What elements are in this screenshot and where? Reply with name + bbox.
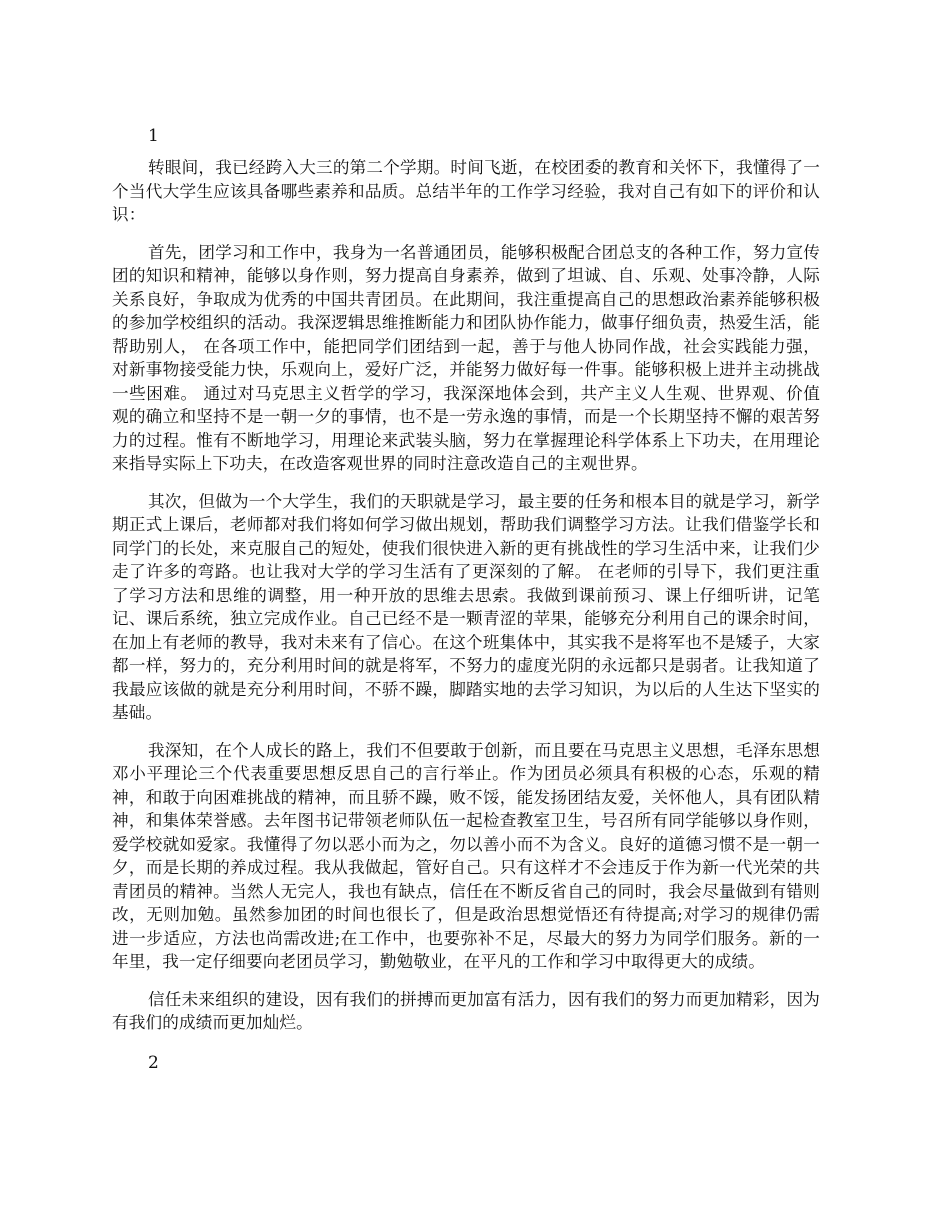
spacer [112, 476, 820, 490]
page-number-top: 1 [148, 126, 159, 146]
paragraph-third: 我深知，在个人成长的路上，我们不但要敢于创新，而且要在马克思主义思想，毛泽东思想邓小平理论三个代表重要思想反思自己的言行举止。作为团员必须具有积极的心态，乐观的精神，和敢于向困难挑战的精神，而且骄不躁，败不馁，能发扬团结友爱，关怀他人，具有团队精神，和集体荣誉感。去年图书记带领老师队伍一起检查教室卫生，号召所有同学能够以身作则，爱学校就如爱家。我懂得了勿以恶小而为之，勿以善小而不为含义。良好的道德习惯不是一朝一夕，而是长期的养成过程。我从我做起，管好自己。只有这样才不会违反于作为新一代光荣的共青团员的精神。当然人无完人，我也有缺点，信任在不断反省自己的同时，我会尽量做到有错则改，无则加勉。虽然参加团的时间也很长了，但是政治思想觉悟还有待提高;对学习的规律仍需进一步适应，方法也尚需改进;在工作中，也要弥补不足，尽最大的努力为同学们服务。新的一年里，我一定仔细要向老团员学习，勤勉敬业，在平凡的工作和学习中取得更大的成绩。 [112, 740, 820, 971]
document-body [112, 122, 820, 1077]
spacer [112, 1035, 820, 1049]
spacer [112, 974, 820, 988]
page-number-bottom: 2 [148, 1052, 159, 1073]
paragraph-second: 其次，但做为一个大学生，我们的天职就是学习，最主要的任务和根本目的就是学习，新学期正式上课后，老师都对我们将如何学习做出规划，帮助我们调整学习方法。让我们借鉴学长和同学门的长处，来克服自己的短处，使我们很快进入新的更有挑战性的学习生活中来，让我们少走了许多的弯路。也让我对大学的学习生活有了更深刻的了解。 在老师的引导下，我们更注重了学习方法和思维的调整，用一种开放的思维去思索。我做到课前预习、课上仔细听讲，记笔记、课后系统，独立完成作业。自己已经不是一颗青涩的苹果，能够充分利用自己的课余时间，在加上有老师的教导，我对未来有了信心。在这个班集体中，其实我不是将军也不是矮子，大家都一样，努力的，充分利用时间的就是将军，不努力的虚度光阴的永远都只是弱者。让我知道了我最应该做的就是充分利用时间，不骄不躁，脚踏实地的去学习知识，为以后的人生达下坚实的基础。 [112, 491, 820, 722]
paragraph-closing: 信任未来组织的建设，因有我们的拼搏而更加富有活力，因有我们的努力而更加精彩，因为有我们的成绩而更加灿烂。 [112, 989, 820, 1032]
paragraph-intro: 转眼间，我已经跨入大三的第二个学期。时间飞逝，在校团委的教育和关怀下，我懂得了一个当代大学生应该具备哪些素养和品质。总结半年的工作学习经验，我对自己有如下的评价和认识： [112, 158, 820, 224]
spacer [112, 227, 820, 241]
paragraph-first: 首先，团学习和工作中，我身为一名普通团员，能够积极配合团总支的各种工作，努力宣传团的知识和精神，能够以身作则，努力提高自身素养，做到了坦诚、自、乐观、处事冷静，人际关系良好，争取成为优秀的中国共青团员。在此期间，我注重提高自己的思想政治素养能够积极的参加学校组织的活动。我深逻辑思维推断能力和团队协作能力，做事仔细负责，热爱生活，能帮助别人， 在各项工作中，能把同学们团结到一起，善于与他人协同作战，社会实践能力强，对新事物接受能力快，乐观向上，爱好广泛，并能努力做好每一件事。能够积极上进并主动挑战一些困难。 通过对马克思主义哲学的学习，我深深地体会到，共产主义人生观、世界观、价值观的确立和坚持不是一朝一夕的事情，也不是一劳永逸的事情，而是一个长期坚持不懈的艰苦努力的过程。惟有不断地学习，用理论来武装头脑，努力在掌握理论科学体系上下功夫，在用理论来指导实际上下功夫，在改造客观世界的同时注意改造自己的主观世界。 [112, 242, 820, 473]
spacer [112, 725, 820, 739]
